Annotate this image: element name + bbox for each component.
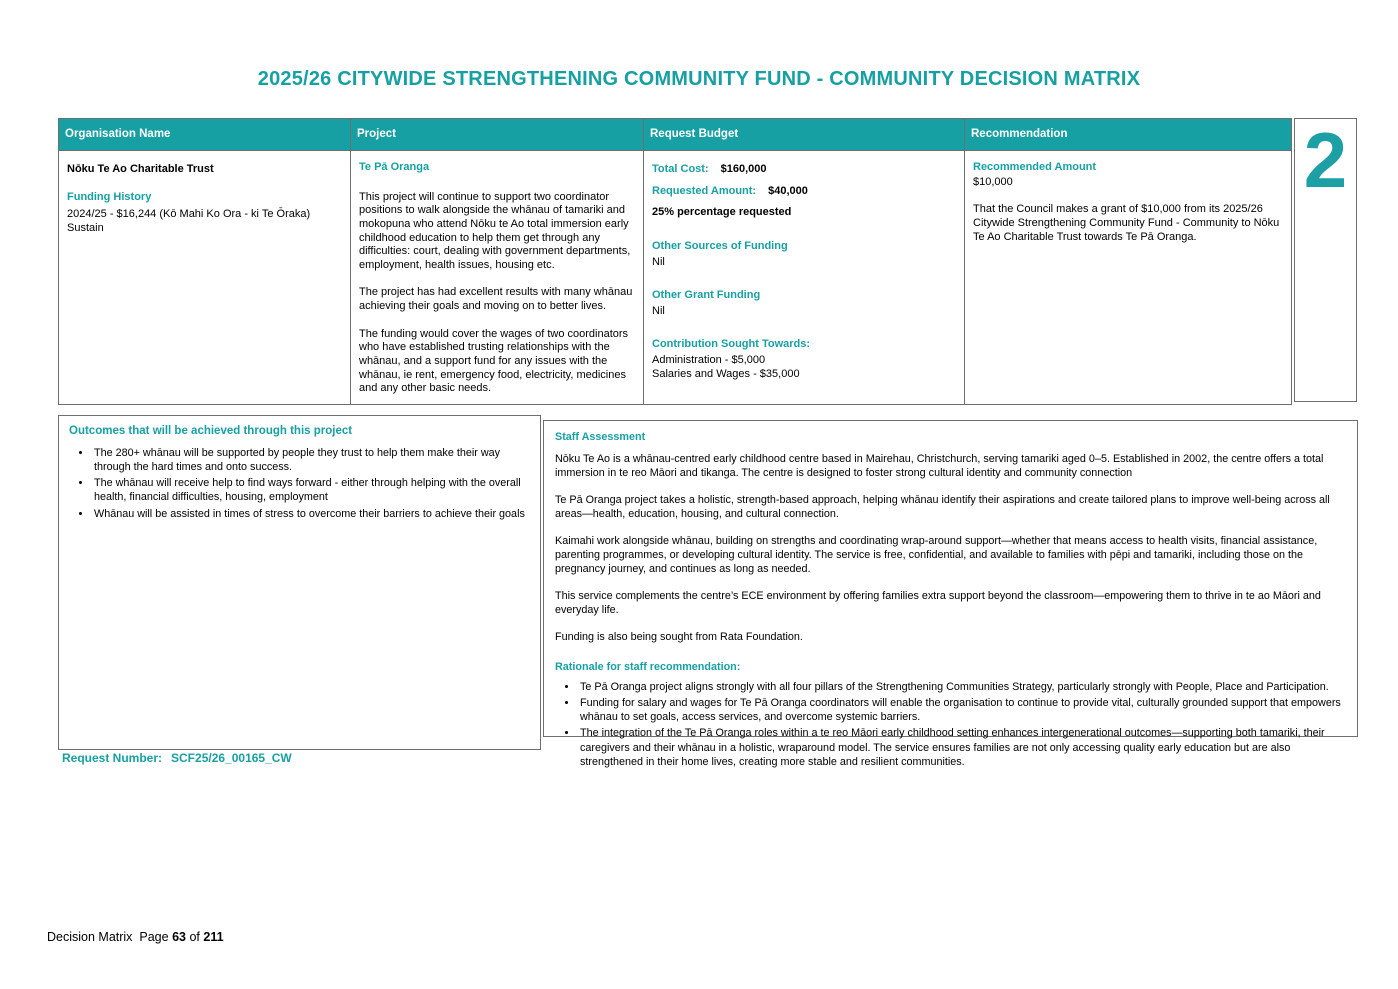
- footer-total-pages: 211: [203, 930, 224, 944]
- rationale-title: Rationale for staff recommendation:: [555, 661, 741, 674]
- staff-assessment-paragraph: This service complements the centre’s ECE environment by offering families extra support beyond the classroom—empowering them to thrive in te ao Māori and everyday life.: [555, 590, 1321, 617]
- project-title: Te Pā Oranga: [359, 161, 430, 173]
- funding-history-value: 2024/25 - $16,244 (Kō Mahi Ko Ora - ki Te Ōraka) Sustain: [67, 208, 311, 234]
- budget-cell: [644, 151, 965, 405]
- column-header-organisation: Organisation Name: [59, 119, 351, 151]
- other-sources-label: Other Sources of Funding: [652, 239, 788, 252]
- rationale-item: • Te Pā Oranga project aligns strongly with all four pillars of the Strengthening Communities Strategy, particularly strongly with People, Place and Participation.: [578, 680, 1346, 694]
- page-title: 2025/26 CITYWIDE STRENGTHENING COMMUNITY FUND - COMMUNITY DECISION MATRIX: [257, 68, 1141, 90]
- footer-page-label: Page: [139, 930, 169, 944]
- table-row: [59, 151, 1292, 405]
- funding-history-label: Funding History: [67, 190, 152, 203]
- requested-amount-label: Requested Amount:: [652, 184, 757, 197]
- other-grant-label: Other Grant Funding: [652, 289, 761, 302]
- organisation-name: Nōku Te Ao Charitable Trust: [67, 163, 214, 175]
- recommended-amount-value: $10,000: [973, 175, 1013, 188]
- project-cell: [351, 151, 644, 405]
- decision-matrix-table: [58, 118, 1292, 405]
- total-cost-label: Total Cost:: [652, 163, 709, 175]
- rationale-item: • The integration of the Te Pā Oranga roles within a te reo Māori early childhood setting enhances intergenerational outcomes—supporting both tamariki, their caregivers and their whānau in a holistic, wraparound model. The service ensures families are not only accessing quality early education but are also strengthened in their home lives, creating more stable and resilient communities.: [578, 726, 1346, 768]
- outcomes-list: [69, 447, 530, 522]
- requested-amount-line: [652, 185, 956, 199]
- rationale-list: [555, 680, 1346, 768]
- other-grant-value: Nil: [652, 304, 665, 317]
- total-cost-value: $160,000: [720, 163, 767, 175]
- staff-assessment-paragraph: Funding is also being sought from Rata Foundation.: [555, 631, 803, 644]
- column-header-budget: Request Budget: [644, 119, 965, 151]
- outcomes-title: Outcomes that will be achieved through this project: [69, 425, 353, 437]
- footer-of-label: of: [189, 930, 200, 944]
- outcome-item: • Whānau will be assisted in times of stress to overcome their barriers to achieve their goals: [92, 508, 530, 522]
- column-header-recommendation: Recommendation: [965, 119, 1292, 151]
- other-grant-group: [652, 289, 956, 318]
- total-cost-line: [652, 163, 956, 177]
- footer-page-number: 63: [172, 930, 186, 944]
- staff-assessment-paragraph: Te Pā Oranga project takes a holistic, strength-based approach, helping whānau identify their aspirations and create tailored plans to improve well-being across all areas—health, education, housing, and cultural connection.: [555, 494, 1330, 521]
- project-paragraph: The project has had excellent results with many whānau achieving their goals and moving on to better lives.: [359, 286, 633, 312]
- staff-assessment-box: [543, 420, 1358, 768]
- page-footer: [47, 930, 224, 944]
- footer-doc-name: Decision Matrix: [47, 930, 133, 944]
- contribution-group: [652, 338, 956, 381]
- request-number: [62, 751, 292, 765]
- other-sources-group: [652, 240, 956, 269]
- request-number-label: Request Number:: [62, 751, 163, 765]
- organisation-cell: [59, 151, 351, 405]
- project-paragraph: This project will continue to support two coordinator positions to walk alongside the whānau of tamariki and mokopuna who attend Nōku te Ao total immersion early childhood education to help them get through any difficulties: court, dealing with government departments, employment, health issues, housing etc.: [359, 190, 631, 271]
- recommendation-text: That the Council makes a grant of $10,000 from its 2025/26 Citywide Strengthening Community Fund - Community to Nōku Te Ao Charitable Trust towards Te Pā Oranga.: [973, 203, 1280, 243]
- priority-score-box: [1294, 118, 1357, 402]
- column-header-project: Project: [351, 119, 644, 151]
- requested-amount-value: $40,000: [768, 184, 808, 197]
- priority-score: 2: [1303, 116, 1348, 204]
- table-header-row: [59, 119, 1292, 151]
- contribution-item: Administration - $5,000: [652, 354, 766, 366]
- staff-assessment-paragraph: Kaimahi work alongside whānau, building on strengths and coordinating wrap-around support—whether that means access to health visits, financial assistance, parenting programmes, or developing cultural identity. The service is free, confidential, and available to families with pēpi and tamariki, including those on the pregnancy journey, and continues as long as needed.: [555, 535, 1318, 576]
- outcomes-box: [58, 415, 541, 750]
- rationale-item: • Funding for salary and wages for Te Pā Oranga coordinators will enable the organisation to continue to provide vital, culturally grounded support that empowers whānau to set goals, access services, and overcome systemic barriers.: [578, 696, 1346, 724]
- recommended-amount-label: Recommended Amount: [973, 161, 1097, 173]
- percentage-requested: 25% percentage requested: [652, 206, 792, 219]
- other-sources-value: Nil: [652, 255, 665, 268]
- staff-assessment-title: Staff Assessment: [555, 431, 646, 443]
- project-paragraph: The funding would cover the wages of two coordinators who have established trusting relationships with the whānau, and a support fund for any issues with the whānau, ie rent, emergency food, electricity, medicines and any other basic needs.: [359, 327, 629, 395]
- request-number-value: SCF25/26_00165_CW: [171, 751, 292, 765]
- outcome-item: • The 280+ whānau will be supported by people they trust to help them make their way through the hard times and onto success.: [92, 447, 530, 475]
- staff-assessment-paragraph: Nōku Te Ao is a whānau-centred early childhood centre based in Mairehau, Christchurch, serving tamariki aged 0–5. Established in 2002, the centre offers a total immersion in te reo Māori and tikanga. The centre is designed to foster strong cultural identity and community connection: [555, 453, 1324, 480]
- contribution-label: Contribution Sought Towards:: [652, 338, 811, 351]
- outcome-item: • The whānau will receive help to find ways forward - either through helping with the overall health, financial difficulties, housing, employment: [92, 477, 530, 505]
- contribution-item: Salaries and Wages - $35,000: [652, 367, 800, 380]
- recommendation-cell: [965, 151, 1292, 405]
